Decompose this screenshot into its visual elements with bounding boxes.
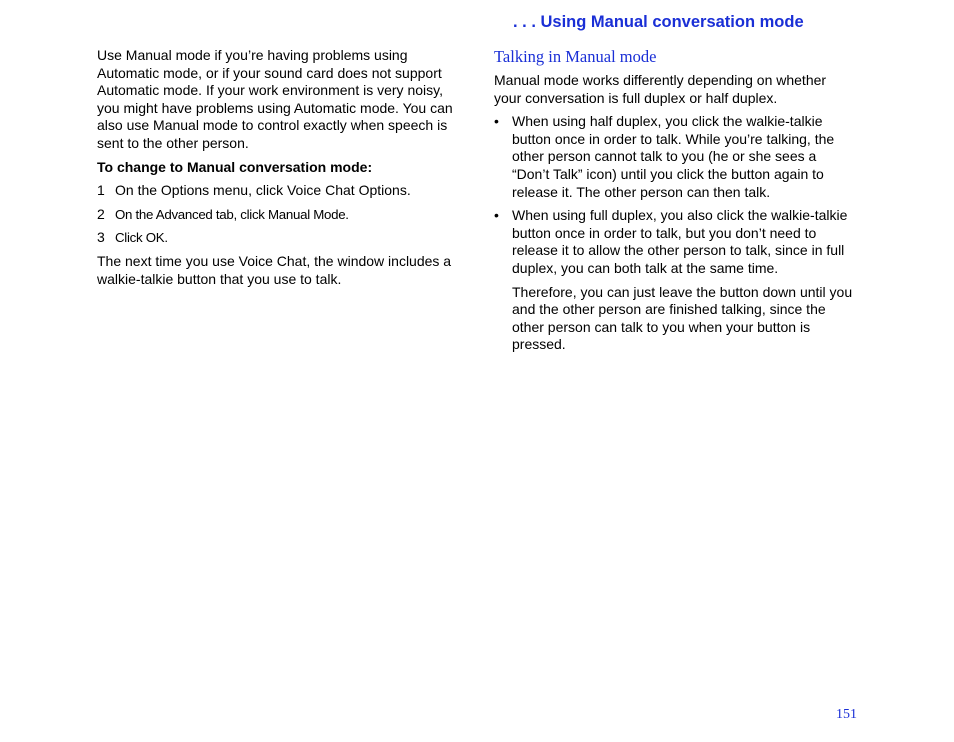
section-subheading: Talking in Manual mode bbox=[494, 47, 657, 66]
step-item bbox=[97, 206, 459, 224]
intro-paragraph: Use Manual mode if you’re having problems using Automatic mode, or if your sound card does not support Automatic mode. If your work environment is very noisy, you might have problems using Automatic mode. You can also use Manual mode to control exactly when speech is sent to the other person. bbox=[97, 47, 453, 151]
duplex-intro-paragraph: Manual mode works differently depending on whether your conversation is full duplex or half duplex. bbox=[494, 72, 827, 106]
step-item bbox=[97, 182, 459, 200]
step-number: 3 bbox=[97, 229, 105, 246]
step-text: Click OK. bbox=[115, 230, 168, 246]
bullet-text: When using full duplex, you also click the walkie-talkie button once in order to talk, but you don’t need to release it to allow the other person to talk, since in full duplex, you can both talk at the same time. bbox=[512, 207, 848, 276]
bullet-item bbox=[494, 113, 856, 201]
step-text: On the Options menu, click Voice Chat Options. bbox=[115, 182, 411, 199]
bullet-marker: • bbox=[494, 113, 499, 130]
step-number: 2 bbox=[97, 205, 105, 222]
step-item bbox=[97, 229, 459, 247]
closing-paragraph: The next time you use Voice Chat, the window includes a walkie-talkie button that you use to talk. bbox=[97, 252, 452, 287]
right-column bbox=[494, 47, 856, 354]
bullet-item bbox=[494, 207, 856, 277]
step-text: On the Advanced tab, click Manual Mode. bbox=[115, 206, 349, 222]
step-number: 1 bbox=[97, 182, 105, 199]
left-column bbox=[97, 47, 459, 288]
bullet-text: When using half duplex, you click the walkie-talkie button once in order to talk. While you’re talking, the other person cannot talk to you (he or she sees a “Don’t Talk” icon) until you click the button again to release it. The other person can then talk. bbox=[512, 113, 835, 200]
bullet-marker: • bbox=[494, 207, 499, 224]
follow-up-paragraph: Therefore, you can just leave the button down until you and the other person are finished talking, since the other person can talk to you when your button is pressed. bbox=[512, 283, 853, 353]
procedure-heading: To change to Manual conversation mode: bbox=[97, 158, 373, 175]
page-number: 151 bbox=[836, 707, 857, 722]
running-header: . . . Using Manual conversation mode bbox=[513, 13, 804, 31]
